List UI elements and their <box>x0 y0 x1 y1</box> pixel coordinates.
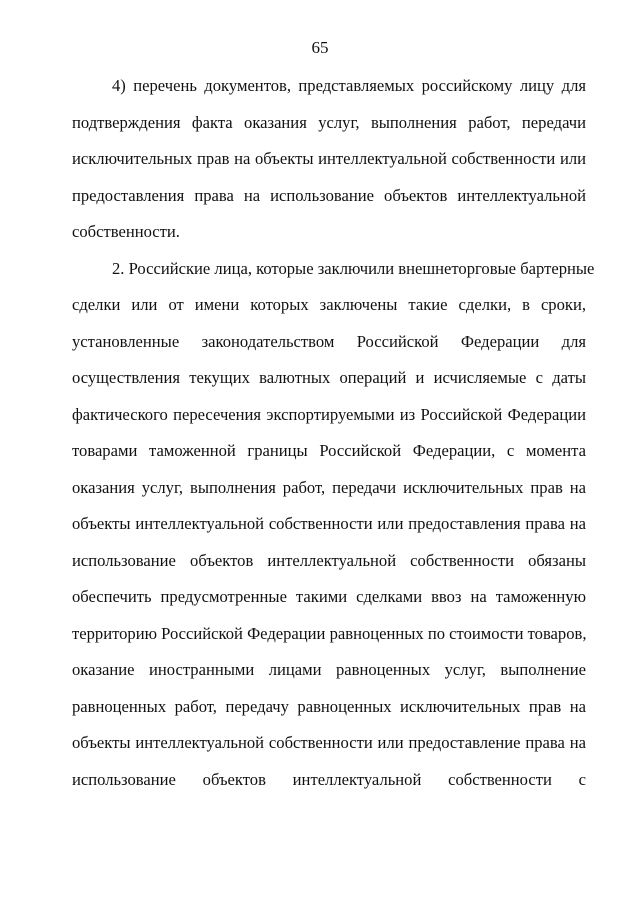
text-line: равноценных работ, передачу равноценных исключительных прав на <box>72 696 586 716</box>
text-line: предоставления права на использование объектов интеллектуальной <box>72 185 586 205</box>
text-line: осуществления текущих валютных операций и исчисляемые с даты <box>72 368 586 387</box>
text-line: оказание иностранными лицами равноценных услуг, выполнение <box>72 660 586 679</box>
page-number: 65 <box>311 38 329 57</box>
text-line: обеспечить предусмотренные такими сделками ввоз на таможенную <box>72 587 586 606</box>
text-line: оказания услуг, выполнения работ, передачи исключительных прав на <box>72 477 586 497</box>
text-line: подтверждения факта оказания услуг, выполнения работ, передачи <box>72 112 586 132</box>
text-line: 4) перечень документов, представляемых российскому лицу для <box>112 76 586 95</box>
text-line: 2. Российские лица, которые заключили внешнеторговые бартерные <box>112 258 595 278</box>
text-line: использование объектов интеллектуальной собственности с <box>72 769 586 789</box>
text-line: объекты интеллектуальной собственности или предоставления права на <box>72 514 586 533</box>
text-line: товарами таможенной границы Российской Федерации, с момента <box>72 441 586 460</box>
text-line: собственности. <box>72 222 180 241</box>
document-body <box>72 74 595 804</box>
text-line: исключительных прав на объекты интеллектуальной собственности или <box>72 149 586 168</box>
text-line: фактического пересечения экспортируемыми из Российской Федерации <box>72 404 586 424</box>
text-line: объекты интеллектуальной собственности или предоставление права на <box>72 733 586 752</box>
text-line: сделки или от имени которых заключены такие сделки, в сроки, <box>72 295 586 314</box>
text-line: использование объектов интеллектуальной собственности обязаны <box>72 550 586 570</box>
text-line: установленные законодательством Российской Федерации для <box>72 331 586 351</box>
text-line: территорию Российской Федерации равноценных по стоимости товаров, <box>72 623 587 643</box>
